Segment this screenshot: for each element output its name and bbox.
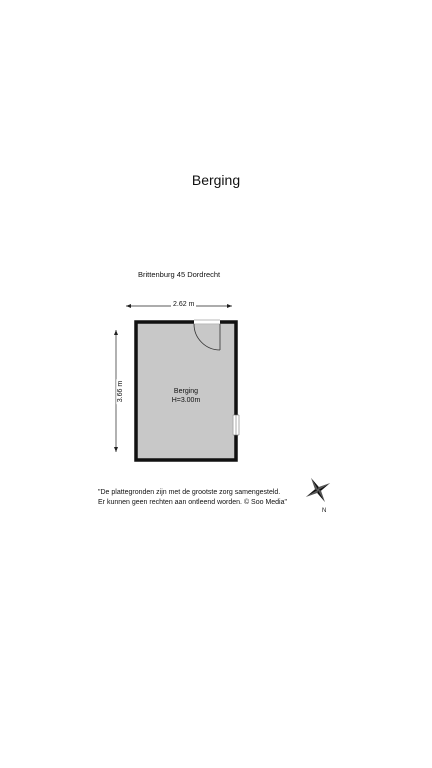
disclaimer — [98, 488, 287, 508]
compass-rose-icon — [299, 471, 337, 509]
address-label: Brittenburg 45 Dordrecht — [138, 270, 221, 279]
window — [233, 415, 240, 435]
room-name: Berging — [173, 388, 199, 395]
height-dimension-label: 3.66 m — [117, 380, 125, 403]
page-title: Berging — [191, 172, 241, 188]
disclaimer-line-1: "De plattegronden zijn met de grootste zorg samengesteld. — [98, 489, 281, 496]
width-dimension-label: 2.62 m — [173, 301, 195, 308]
compass-north-label: N — [322, 508, 327, 514]
disclaimer-line-2: Er kunnen geen rechten aan ontleend worden. © Soo Media" — [98, 499, 287, 506]
room-ceiling-height: H=3.00m — [171, 397, 201, 404]
